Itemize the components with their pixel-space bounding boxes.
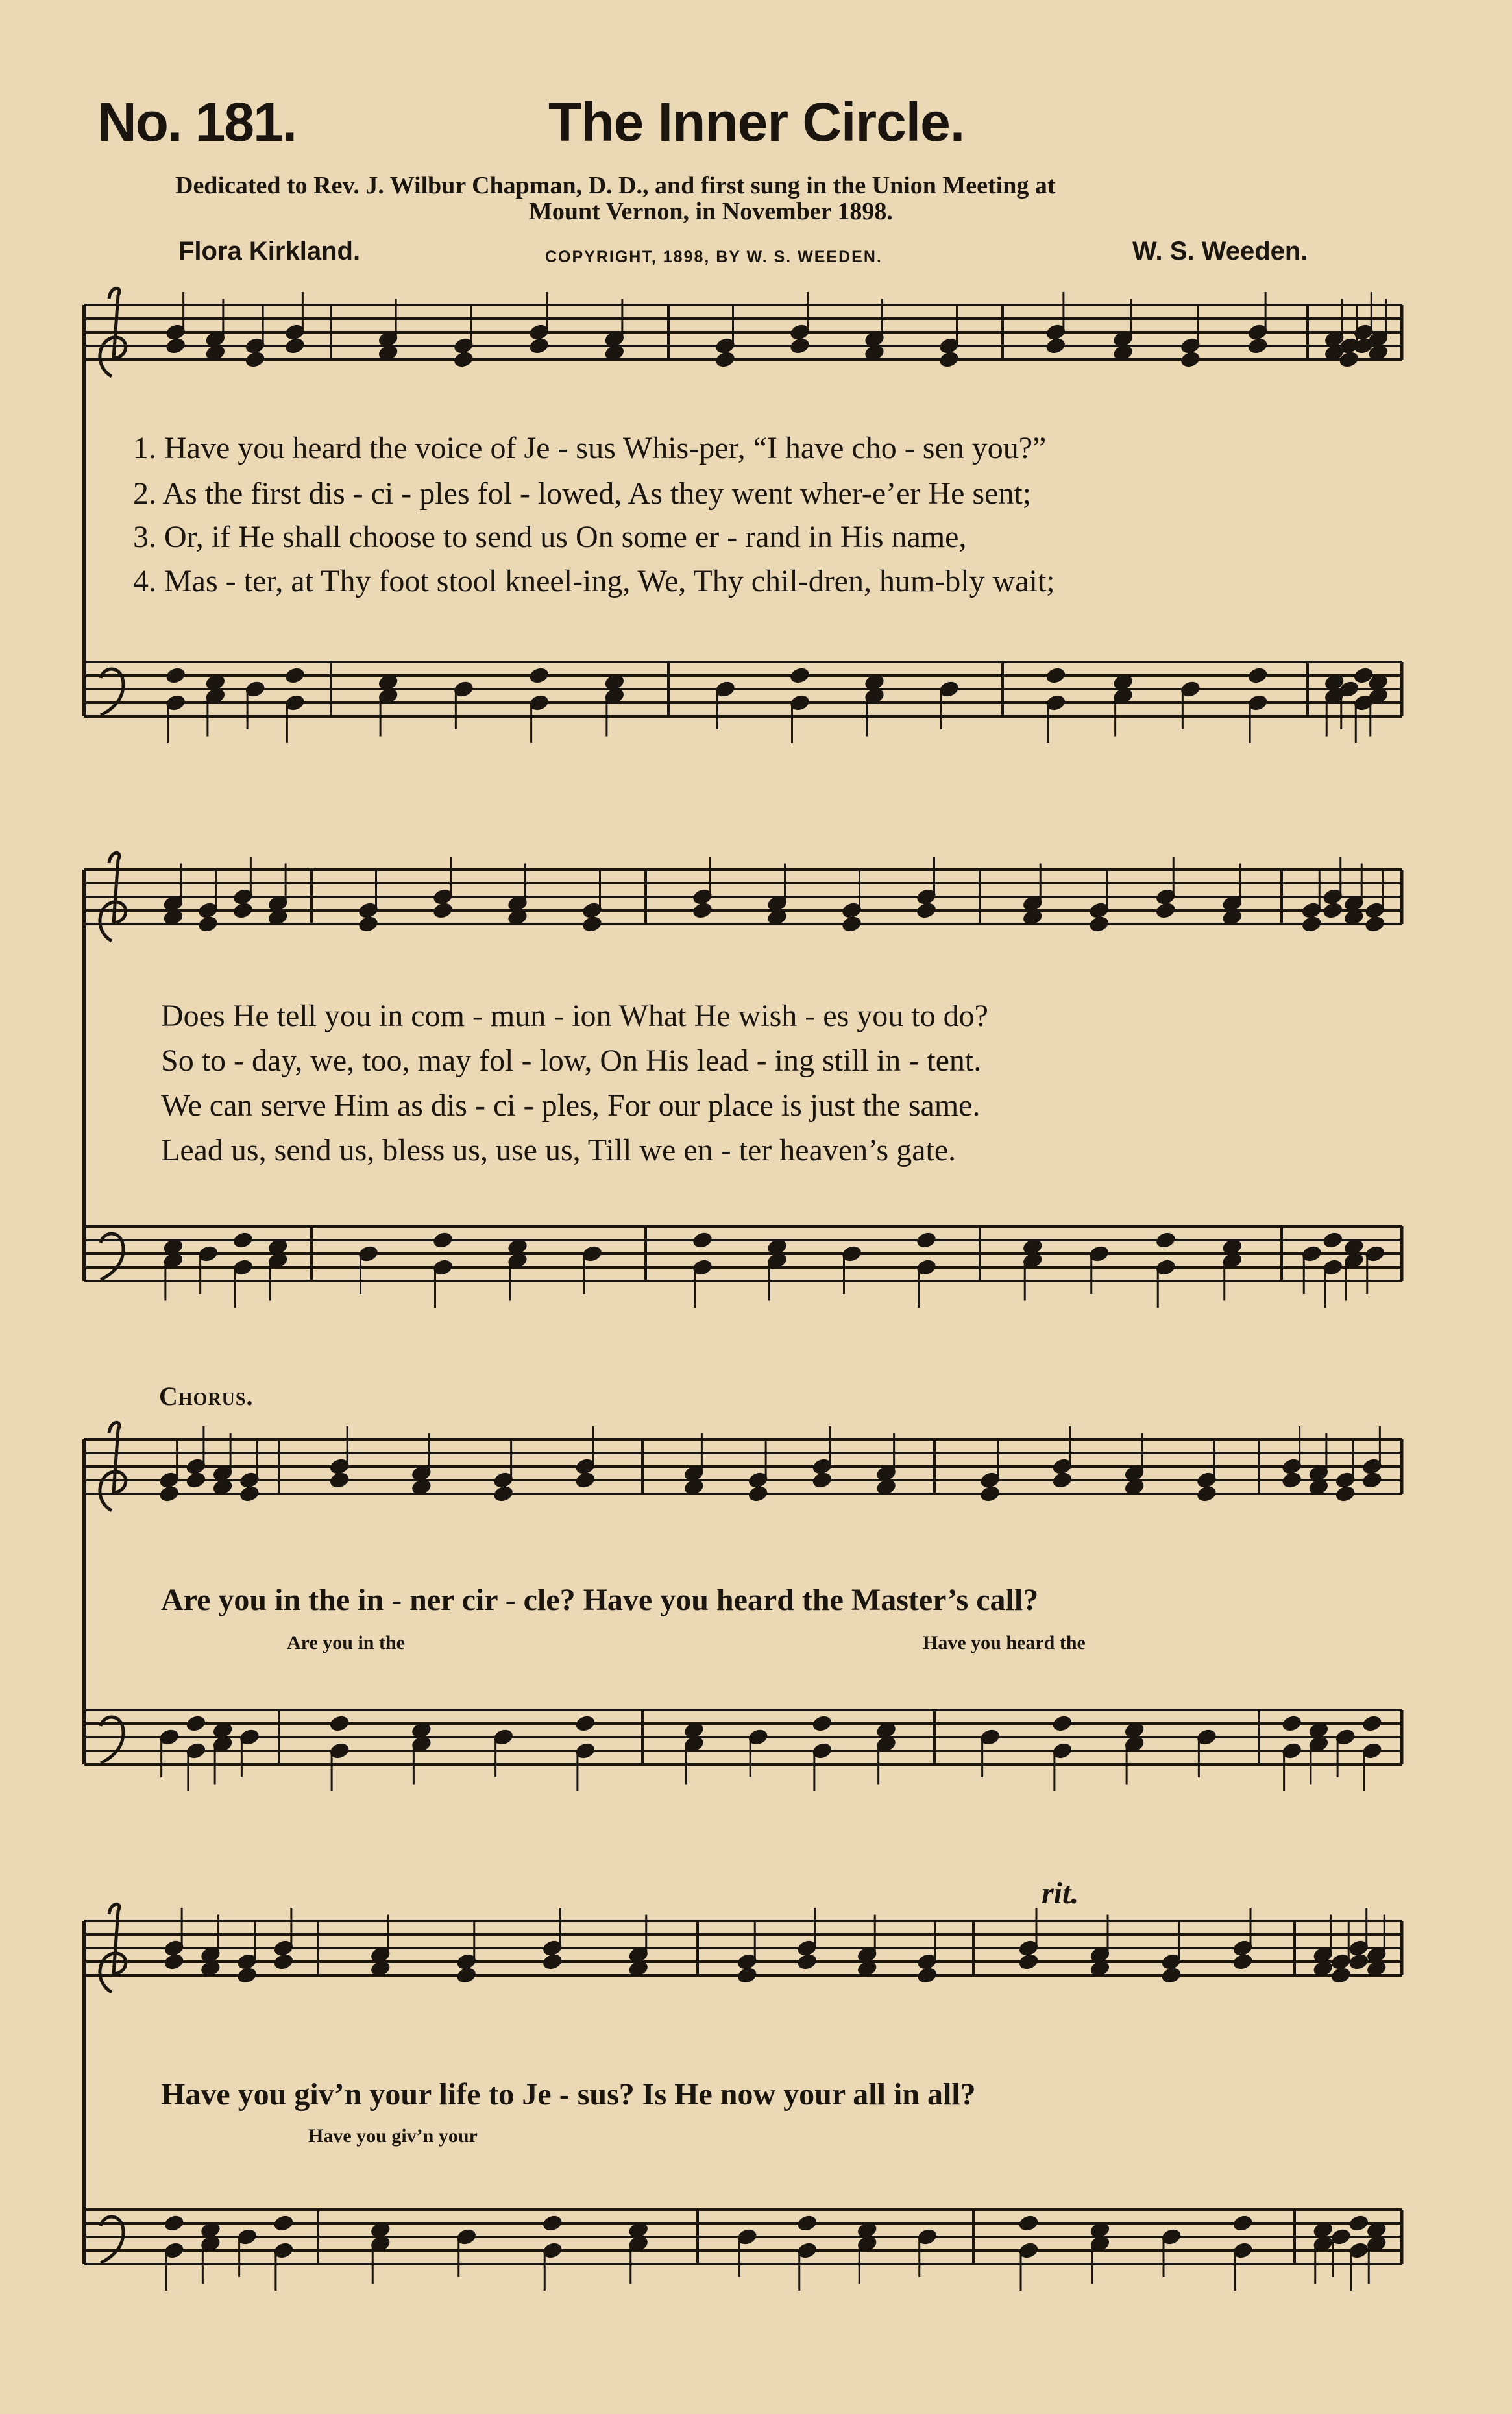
alto-note <box>453 350 474 369</box>
chorus-line-1: Are you in the in - ner cir - cle? Have you heard the Master’s call? <box>161 1583 1039 1617</box>
tenor-note <box>574 1714 596 1733</box>
alto-note <box>432 901 454 920</box>
alto-note <box>329 1471 350 1489</box>
alto-note <box>1348 1953 1369 1971</box>
tenor-note <box>284 666 306 685</box>
alto-note <box>938 350 960 369</box>
alto-note <box>1180 350 1201 369</box>
alto-note <box>1232 1953 1253 1971</box>
alto-note <box>493 1485 514 1503</box>
alto-note <box>1045 337 1066 355</box>
alto-note <box>245 350 266 369</box>
alto-note <box>197 915 219 933</box>
tenor-note <box>796 2214 818 2232</box>
alto-note <box>456 1966 477 1984</box>
dedication-line-2: Mount Vernon, in November 1898. <box>529 198 893 225</box>
alto-note <box>1247 337 1269 355</box>
chorus-echo-1: Are you in the <box>287 1632 405 1653</box>
alto-note <box>158 1485 180 1503</box>
dedication-line-1: Dedicated to Rev. J. Wilbur Chapman, D. D., and first sung in the Union Meeting at <box>175 172 1056 199</box>
alto-note <box>979 1485 1001 1503</box>
verse-2-line-1: 2. As the first dis - ci - ples fol - lowed, As they went wher-e’er He sent; <box>133 476 1032 511</box>
chorus-echo-3: Have you giv’n your <box>308 2125 478 2147</box>
tenor-note <box>1247 666 1269 685</box>
tenor-note <box>1232 2214 1253 2232</box>
alto-note <box>748 1485 769 1503</box>
tenor-note <box>1281 1714 1302 1733</box>
alto-note <box>574 1471 596 1489</box>
verse-4-line-2: Lead us, send us, bless us, use us, Till we en - ter heaven’s gate. <box>161 1133 957 1167</box>
alto-note <box>841 915 862 933</box>
ritardando-marking: rit. <box>1042 1876 1079 1910</box>
alto-note <box>1088 915 1110 933</box>
tenor-note <box>1045 666 1066 685</box>
lyricist-credit: Flora Kirkland. <box>178 237 361 265</box>
alto-note <box>1160 1966 1182 1984</box>
alto-note <box>165 337 186 355</box>
alto-note <box>1018 1953 1039 1971</box>
tenor-note <box>1018 2214 1039 2232</box>
tenor-note <box>811 1714 833 1733</box>
alto-note <box>1361 1471 1383 1489</box>
tenor-note <box>1051 1714 1073 1733</box>
tenor-note <box>185 1714 206 1733</box>
hymn-title: The Inner Circle. <box>548 91 965 152</box>
tenor-note <box>164 2214 185 2232</box>
alto-note <box>358 915 379 933</box>
alto-note <box>789 337 811 355</box>
verse-3-line-1: 3. Or, if He shall choose to send us On some er - rand in His name, <box>133 520 967 554</box>
alto-note <box>232 901 254 920</box>
alto-note <box>737 1966 758 1984</box>
verse-2-line-2: So to - day, we, too, may fol - low, On His lead - ing still in - tent. <box>161 1043 982 1078</box>
alto-note <box>185 1471 206 1489</box>
alto-note <box>1364 915 1385 933</box>
alto-note <box>542 1953 563 1971</box>
composer-credit: W. S. Weeden. <box>1132 237 1308 265</box>
alto-note <box>528 337 550 355</box>
alto-note <box>714 350 736 369</box>
tenor-note <box>692 1231 713 1249</box>
copyright-notice: COPYRIGHT, 1898, BY W. S. WEEDEN. <box>545 248 883 266</box>
verse-3-line-2: We can serve Him as dis - ci - ples, For our place is just the same. <box>161 1088 981 1123</box>
alto-note <box>581 915 603 933</box>
alto-note <box>1155 901 1177 920</box>
tenor-note <box>789 666 811 685</box>
alto-note <box>1335 1485 1356 1503</box>
alto-note <box>164 1953 185 1971</box>
tenor-note <box>1361 1714 1383 1733</box>
alto-note <box>1301 915 1323 933</box>
alto-note <box>273 1953 294 1971</box>
verse-4-line-1: 4. Mas - ter, at Thy foot stool kneel-ing, We, Thy chil-dren, hum-bly wait; <box>133 564 1055 598</box>
tenor-note <box>1322 1231 1343 1249</box>
chorus-echo-2: Have you heard the <box>923 1632 1086 1653</box>
hymn-number: No. 181. <box>97 91 297 152</box>
tenor-note <box>1155 1231 1177 1249</box>
tenor-note <box>528 666 550 685</box>
note-heads <box>158 323 1389 2260</box>
chorus-label: Chorus. <box>159 1382 254 1411</box>
clefs <box>100 288 126 2263</box>
tenor-note <box>916 1231 937 1249</box>
tenor-note <box>165 666 186 685</box>
tenor-note <box>329 1714 350 1733</box>
alto-note <box>1051 1471 1073 1489</box>
tenor-note <box>542 2214 563 2232</box>
alto-note <box>284 337 306 355</box>
alto-note <box>796 1953 818 1971</box>
tenor-note <box>273 2214 294 2232</box>
tenor-note <box>232 1231 254 1249</box>
alto-note <box>692 901 713 920</box>
chorus-line-2: Have you giv’n your life to Je - sus? Is He now your all in all? <box>161 2077 976 2112</box>
alto-note <box>1196 1485 1217 1503</box>
alto-note <box>811 1471 833 1489</box>
verse-1-line-1: 1. Have you heard the voice of Je - sus Whis-per, “I have cho - sen you?” <box>133 431 1047 465</box>
alto-note <box>916 1966 938 1984</box>
verse-1-line-2: Does He tell you in com - mun - ion What He wish - es you to do? <box>161 999 988 1033</box>
alto-note <box>1322 901 1343 920</box>
alto-note <box>1281 1471 1302 1489</box>
tenor-note <box>1348 2214 1369 2232</box>
alto-note <box>916 901 937 920</box>
alto-note <box>1330 1966 1352 1984</box>
tenor-note <box>432 1231 454 1249</box>
alto-note <box>236 1966 258 1984</box>
alto-note <box>239 1485 260 1503</box>
